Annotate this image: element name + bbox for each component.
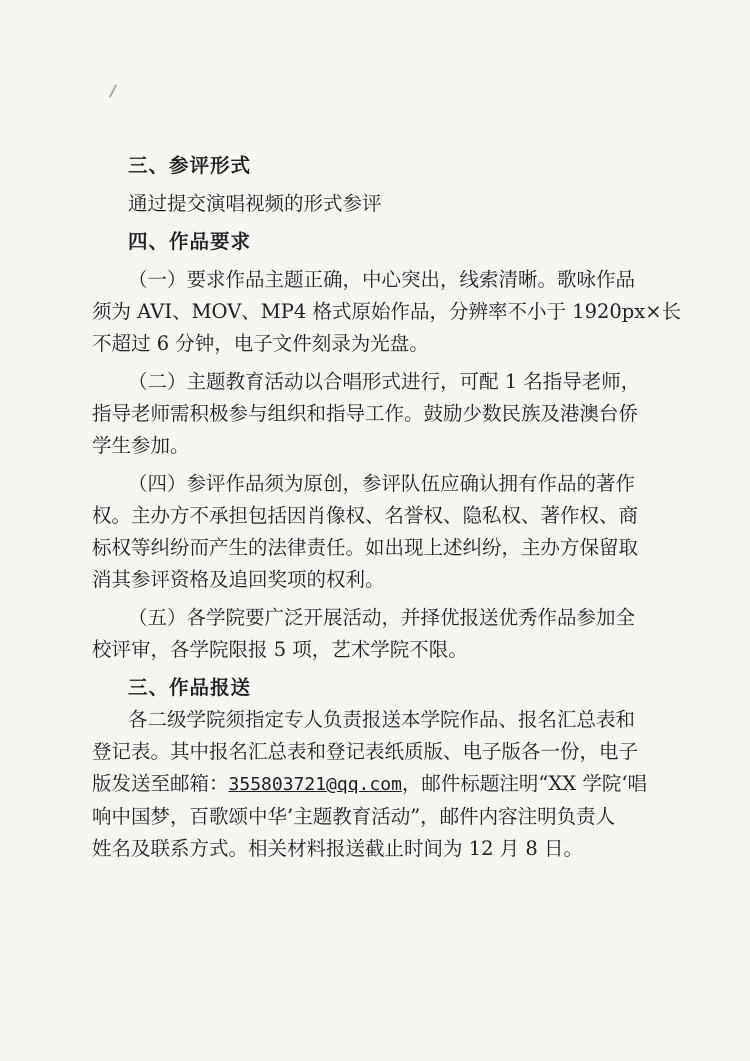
- req-4-line-4: 消其参评资格及追回奖项的权利。: [92, 568, 385, 591]
- submit-line-2: 登记表。其中报名汇总表和登记表纸质版、电子版各一份，电子: [92, 740, 639, 763]
- req-4-line-1: （四）参评作品须为原创，参评队伍应确认拥有作品的著作: [128, 472, 636, 495]
- pen-mark: [109, 84, 117, 97]
- req-2-line-2: 指导老师需积极参与组织和指导工作。鼓励少数民族及港澳台侨: [92, 402, 639, 425]
- email-address: 355803721@qq.com: [228, 774, 402, 795]
- submit-line-1: 各二级学院须指定专人负责报送本学院作品、报名汇总表和: [128, 708, 636, 731]
- submit-line-5: 姓名及联系方式。相关材料报送截止时间为 12 月 8 日。: [92, 837, 584, 860]
- req-4-line-3: 标权等纠纷而产生的法律责任。如出现上述纠纷，主办方保留取: [92, 536, 639, 559]
- section-3-body: 通过提交演唱视频的形式参评: [128, 192, 382, 215]
- req-5-line-2: 校评审，各学院限报 5 项，艺术学院不限。: [92, 638, 468, 661]
- submit-line-4: 响中国梦，百歌颂中华’主题教育活动”，邮件内容注明负责人: [92, 805, 616, 828]
- section-3-title: 三、参评形式: [128, 154, 252, 177]
- req-5-line-1: （五）各学院要广泛开展活动，并择优报送优秀作品参加全: [128, 606, 636, 629]
- req-2-line-3: 学生参加。: [92, 434, 190, 457]
- req-2-line-1: （二）主题教育活动以合唱形式进行，可配 1 名指导老师，: [128, 370, 641, 393]
- req-1-line-2: 须为 AVI、MOV、MP4 格式原始作品，分辨率不小于 1920px×长: [92, 300, 682, 323]
- req-1-line-1: （一）要求作品主题正确，中心突出，线索清晰。歌咏作品: [128, 268, 636, 291]
- submit-line-3-prefix: 版发送至邮箱：: [92, 772, 229, 795]
- req-1-line-3: 不超过 6 分钟，电子文件刻录为光盘。: [92, 332, 429, 355]
- section-4-title: 四、作品要求: [128, 230, 252, 253]
- document-body: [92, 150, 682, 865]
- submit-line-3-suffix: ，邮件标题注明“XX 学院‘唱: [401, 772, 648, 795]
- req-4-line-2: 权。主办方不承担包括因肖像权、名誉权、隐私权、著作权、商: [92, 504, 639, 527]
- section-5-title: 三、作品报送: [128, 676, 252, 699]
- submit-line-3: [92, 768, 672, 801]
